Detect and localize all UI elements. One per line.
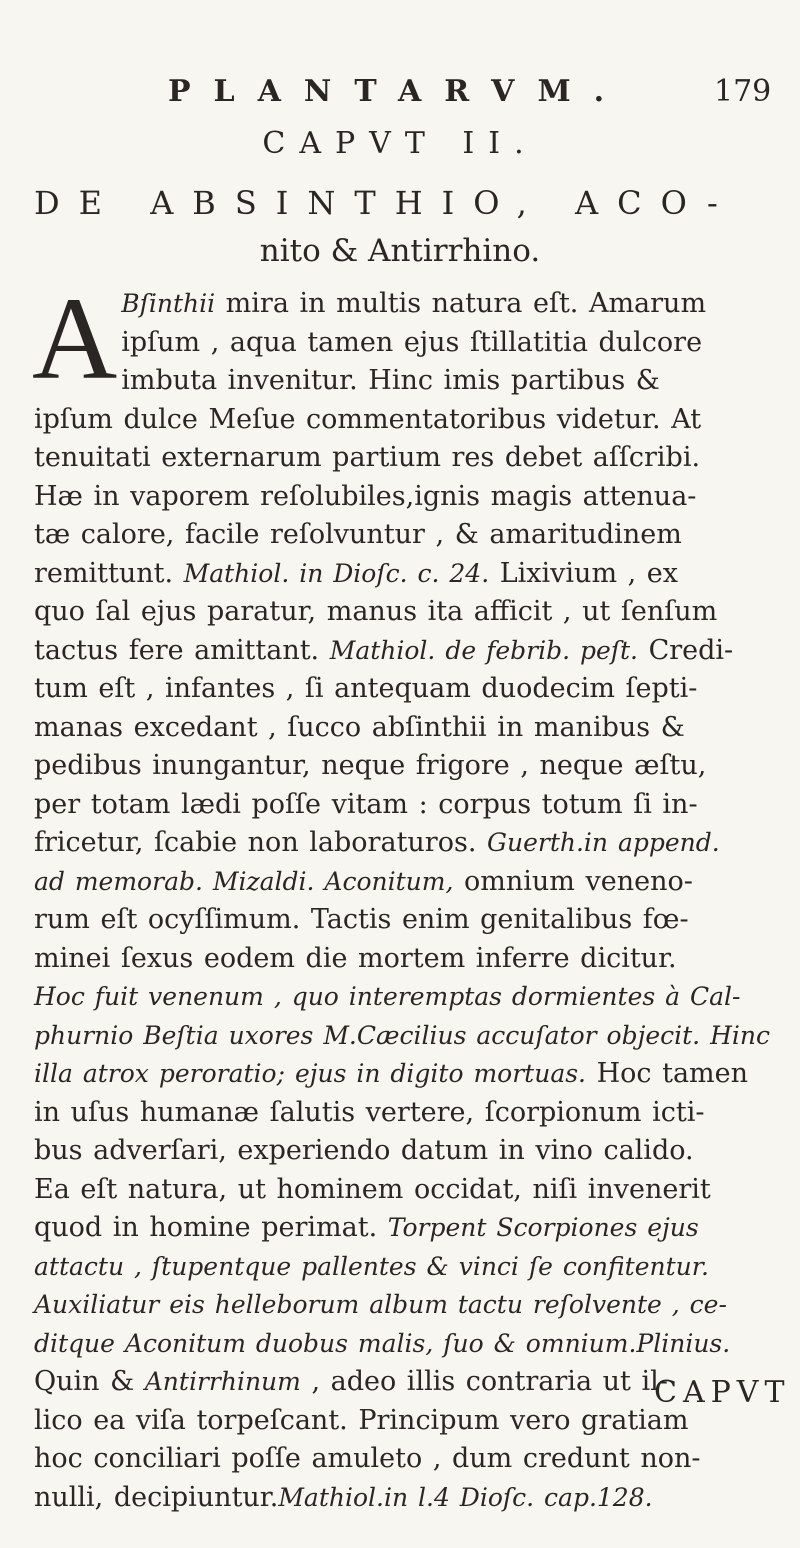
text-segment: lico ea viſa torpeſcant. Principum vero gratiam xyxy=(34,1404,689,1436)
text-line xyxy=(34,824,774,863)
text-line xyxy=(34,901,774,940)
italic-segment: Mathiol. de febrib. peſt. xyxy=(329,635,639,665)
text-segment: nulli, decipiuntur. xyxy=(34,1481,279,1513)
running-title: PLANTARVM. xyxy=(168,74,628,109)
italic-segment: Bſinthii xyxy=(121,289,216,318)
text-segment: Lixivium , ex xyxy=(489,557,678,589)
text-segment: Hæ in vaporem reſolubiles,ignis magis attenua- xyxy=(34,480,697,512)
text-line xyxy=(34,670,774,709)
text-line xyxy=(34,632,774,671)
text-line xyxy=(34,1055,774,1094)
text-line xyxy=(34,1248,774,1287)
text-line xyxy=(34,1286,774,1325)
text-segment: per totam lædi poſſe vitam : corpus totum ſi in- xyxy=(34,788,698,820)
chapter-title-continuation: nito & Antirrhino. xyxy=(259,233,541,269)
text-segment: bus adverſari, experiendo datum in vino calido. xyxy=(34,1135,694,1166)
italic-segment: attactu , ſtupentque pallentes & vinci ſe confitentur. xyxy=(34,1251,709,1281)
text-segment: , adeo illis contraria ut il- xyxy=(300,1366,668,1397)
text-line xyxy=(34,940,774,979)
italic-segment: phurnio Beſtia uxores M.Cæcilius accuſator objecit. Hinc xyxy=(34,1020,770,1050)
italic-segment: illa atrox peroratio; ejus in digito mortuas. xyxy=(34,1059,587,1088)
text-segment: quo ſal ejus paratur, manus ita afficit , ut ſenſum xyxy=(34,596,718,627)
italic-segment: Torpent Scorpiones ejus xyxy=(387,1213,699,1242)
page-number: 179 xyxy=(714,74,772,109)
catchword: CAPVT xyxy=(654,1375,791,1410)
text-line xyxy=(34,439,774,478)
text-line xyxy=(34,516,774,555)
text-line xyxy=(34,1479,774,1518)
text-segment: hoc conciliari poſſe amuleto , dum credunt non- xyxy=(34,1443,701,1474)
text-line xyxy=(34,1171,774,1210)
text-segment: minei ſexus eodem die mortem inferre dicitur. xyxy=(34,942,677,974)
text-segment: tenuitati externarum partium res debet aſſcribi. xyxy=(34,442,701,473)
text-segment: Quin & xyxy=(34,1366,145,1397)
text-segment: Ea eſt natura, ut hominem occidat, niſi invenerit xyxy=(34,1173,711,1205)
chapter-title: DE ABSINTHIO, ACO- xyxy=(34,184,737,222)
text-line xyxy=(34,863,774,902)
text-segment: pedibus inungantur, neque frigore , neque æſtu, xyxy=(34,750,707,781)
text-line xyxy=(34,593,774,632)
drop-cap: A xyxy=(32,273,118,404)
body-text xyxy=(32,273,774,1517)
text-segment: Hoc tamen xyxy=(586,1058,749,1089)
text-line xyxy=(34,1094,774,1133)
italic-segment: ditque Aconitum duobus malis, ſuo & omnium.Plinius. xyxy=(34,1328,731,1358)
text-segment: ipſum , aqua tamen ejus ſtillatitia dulcore xyxy=(121,326,703,358)
text-segment: imbuta invenitur. Hinc imis partibus & xyxy=(121,365,660,396)
text-segment: fricetur, ſcabie non laboraturos. xyxy=(34,827,487,858)
italic-segment: Auxiliatur eis helleborum album tactu reſolvente , ce- xyxy=(34,1290,727,1319)
text-line xyxy=(34,401,774,440)
text-line xyxy=(34,478,774,517)
text-line xyxy=(34,1325,774,1364)
text-segment: tæ calore, facile reſolvuntur , & amaritudinem xyxy=(34,519,682,550)
chapter-number: CAPVT II. xyxy=(262,126,538,161)
italic-segment: Guerth.in append. xyxy=(487,828,720,857)
text-segment: quod in homine perimat. xyxy=(34,1212,388,1243)
italic-segment: Mathiol. in Dioſc. c. 24. xyxy=(183,558,490,588)
text-line xyxy=(34,1440,774,1479)
text-line xyxy=(34,555,774,594)
text-segment: tactus fere amittant. xyxy=(34,634,330,666)
text-segment: Credi- xyxy=(638,634,734,666)
text-line xyxy=(34,1209,774,1248)
text-line xyxy=(34,709,774,748)
text-line xyxy=(34,978,774,1017)
text-segment: in uſus humanæ ſalutis vertere, ſcorpionum icti- xyxy=(34,1096,705,1128)
italic-segment: Hoc fuit venenum , quo interemptas dormientes à Cal- xyxy=(34,982,741,1011)
text-line xyxy=(34,362,774,401)
text-line xyxy=(34,285,774,324)
text-segment: remittunt. xyxy=(34,557,184,589)
text-segment: rum eſt ocyſſimum. Tactis enim genitalibus fœ- xyxy=(34,904,689,935)
text-line xyxy=(34,1132,774,1171)
italic-segment: Mathiol.in l.4 Dioſc. cap.128. xyxy=(278,1482,653,1512)
text-line xyxy=(34,324,774,363)
text-segment: mira in multis natura eſt. Amarum xyxy=(215,288,707,319)
text-segment: ipſum dulce Meſue commentatoribus videtur. At xyxy=(34,403,702,435)
text-segment: manas excedant , ſucco abſinthii in manibus & xyxy=(34,711,685,743)
italic-segment: Antirrhinum xyxy=(144,1367,301,1396)
text-line xyxy=(34,1017,774,1056)
text-segment: tum eſt , infantes , ſi antequam duodecim ſepti- xyxy=(34,673,698,704)
text-line xyxy=(34,786,774,825)
running-head xyxy=(0,74,800,114)
text-segment: omnium veneno- xyxy=(453,865,693,897)
italic-segment: ad memorab. Mizaldi. Aconitum, xyxy=(34,866,454,896)
text-line xyxy=(34,747,774,786)
